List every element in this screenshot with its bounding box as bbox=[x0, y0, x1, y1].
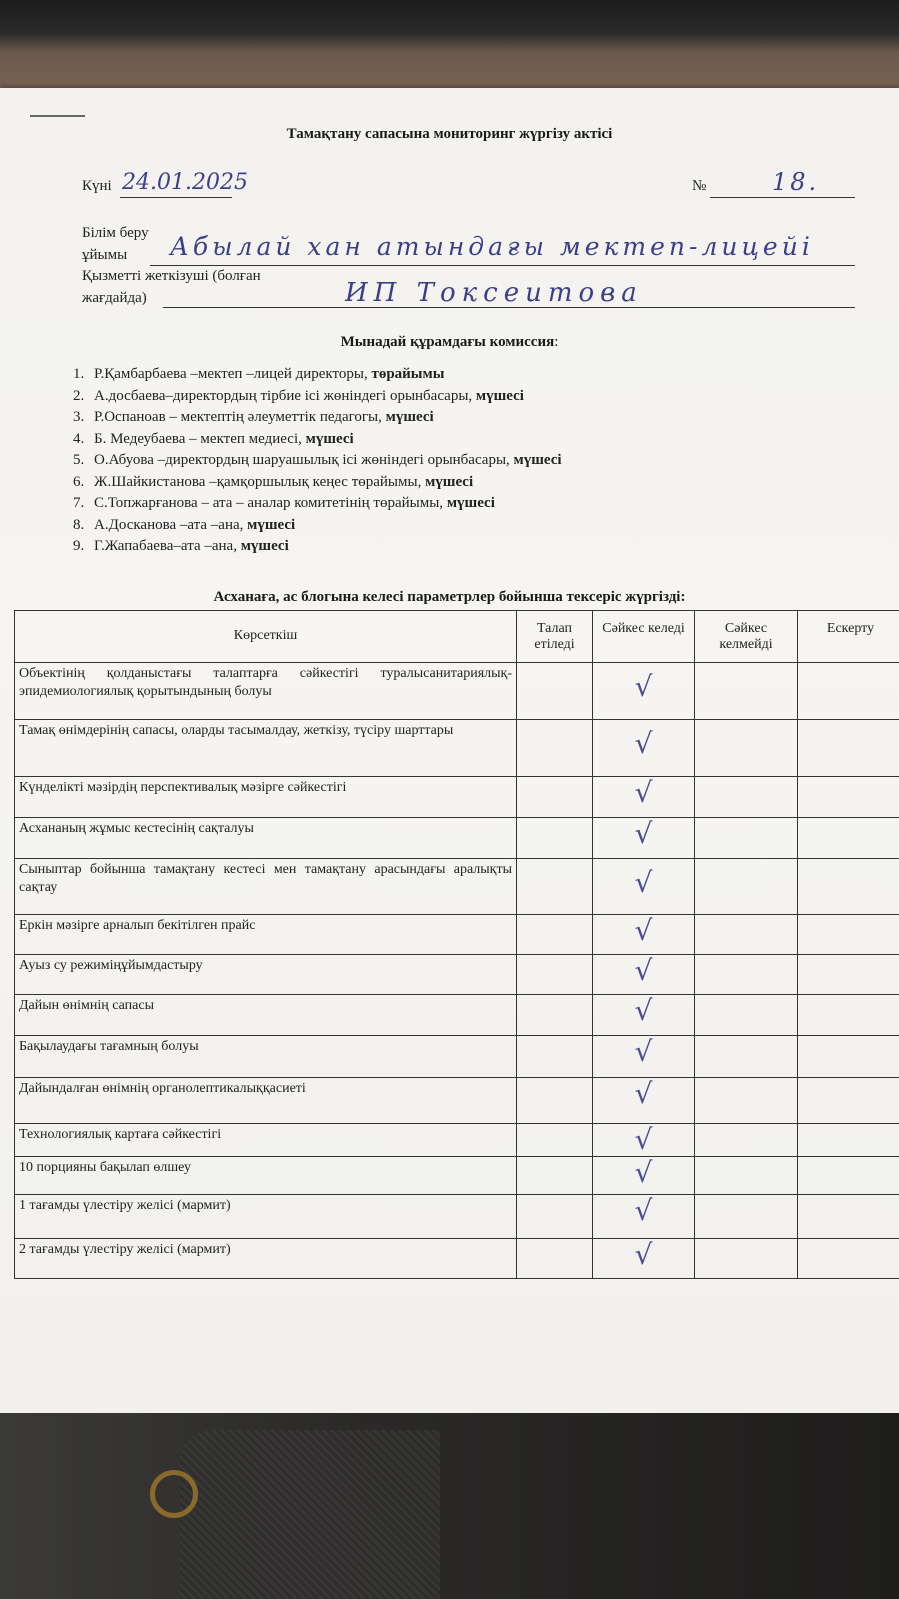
check-mark-icon: √ bbox=[634, 817, 653, 850]
member-role: мүшесі bbox=[247, 516, 296, 533]
check-mark-icon: √ bbox=[634, 1077, 653, 1110]
date-label: Күні bbox=[82, 178, 112, 194]
org-value: Абылай хан атындағы мектеп-лицейі bbox=[170, 232, 814, 261]
table-row bbox=[15, 1239, 899, 1279]
member-item bbox=[88, 386, 562, 408]
inspection-table bbox=[14, 610, 899, 1279]
noncompliant-cell bbox=[695, 995, 798, 1036]
member-role: мүшесі bbox=[305, 430, 354, 447]
commission-title-text: Мынадай құрамдағы комиссия bbox=[340, 334, 555, 350]
member-item bbox=[88, 450, 562, 472]
member-item bbox=[88, 472, 562, 494]
note-cell bbox=[798, 777, 899, 818]
indicator-cell: Дайын өнімнің сапасы bbox=[15, 995, 517, 1036]
check-mark-icon: √ bbox=[634, 954, 653, 987]
indicator-cell: Ауыз су режиміңұйымдастыру bbox=[15, 955, 517, 995]
member-item bbox=[88, 515, 562, 537]
indicator-cell: Бақылаудағы тағамның болуы bbox=[15, 1036, 517, 1078]
desk-background-top bbox=[0, 0, 899, 95]
compliant-cell bbox=[593, 720, 695, 777]
noncompliant-cell bbox=[695, 720, 798, 777]
member-role: төрайымы bbox=[371, 366, 445, 382]
check-mark-icon: √ bbox=[634, 1123, 653, 1156]
supplier-label-line2: жағдайда) bbox=[82, 290, 147, 306]
member-role: мүшесі bbox=[446, 495, 495, 511]
indicator-cell: Тамақ өнімдерінің сапасы, оларды тасымалдау, жеткізу, түсіру шарттары bbox=[15, 720, 517, 777]
header-indicator: Көрсеткіш bbox=[15, 611, 517, 663]
required-cell bbox=[517, 995, 593, 1036]
date-value: 24.01.2025 bbox=[122, 170, 248, 195]
number-line bbox=[710, 197, 855, 198]
check-mark-icon: √ bbox=[634, 1194, 653, 1227]
required-cell bbox=[517, 1036, 593, 1078]
ring-object bbox=[150, 1470, 198, 1518]
compliant-cell bbox=[593, 818, 695, 859]
supplier-value: ИП Токсеитова bbox=[345, 278, 643, 308]
note-cell bbox=[798, 1078, 899, 1124]
note-cell bbox=[798, 915, 899, 955]
document-title: Тамақтану сапасына мониторинг жүргізу актісі bbox=[286, 126, 613, 142]
table-row bbox=[15, 777, 899, 818]
member-role: мүшесі bbox=[475, 387, 524, 404]
check-mark-icon: √ bbox=[634, 727, 653, 760]
table-row bbox=[15, 859, 899, 915]
note-cell bbox=[798, 859, 899, 915]
indicator-cell: Объектінің қолданыстағы талаптарға сәйкестігі туралысанитариялық-эпидемиологиялық қорытындының болуы bbox=[15, 663, 517, 720]
note-cell bbox=[798, 663, 899, 720]
required-cell bbox=[517, 663, 593, 720]
member-text: А.Досканова –ата –ана, bbox=[94, 516, 248, 533]
org-label-line1: Білім беру bbox=[82, 225, 149, 241]
member-text: Б. Медеубаева – мектеп медиесі, bbox=[94, 430, 306, 447]
member-item bbox=[88, 429, 562, 451]
required-cell bbox=[517, 777, 593, 818]
note-cell bbox=[798, 1195, 899, 1239]
table-row bbox=[15, 663, 899, 720]
noncompliant-cell bbox=[695, 859, 798, 915]
date-line bbox=[120, 197, 232, 198]
check-mark-icon: √ bbox=[634, 866, 653, 899]
note-cell bbox=[798, 1239, 899, 1279]
fabric-texture bbox=[180, 1430, 440, 1599]
note-cell bbox=[798, 1157, 899, 1195]
noncompliant-cell bbox=[695, 818, 798, 859]
table-row bbox=[15, 720, 899, 777]
header-note: Ескерту bbox=[798, 611, 899, 663]
member-text: О.Абуова –директордың шаруашылық ісі жөніндегі орынбасары, bbox=[94, 452, 514, 468]
compliant-cell bbox=[593, 1195, 695, 1239]
member-text: Г.Жапабаева–ата –ана, bbox=[94, 538, 241, 554]
noncompliant-cell bbox=[695, 1078, 798, 1124]
compliant-cell bbox=[593, 955, 695, 995]
member-item bbox=[88, 493, 562, 515]
table-title: Асханаға, ас блогына келесі параметрлер бойынша тексеріс жүргізді: bbox=[213, 589, 686, 605]
table-row bbox=[15, 1036, 899, 1078]
indicator-cell: 1 тағамды үлестіру желісі (мармит) bbox=[15, 1195, 517, 1239]
table-row bbox=[15, 1195, 899, 1239]
commission-title bbox=[0, 334, 899, 351]
header-compliant: Сәйкес келеді bbox=[593, 611, 695, 663]
member-item bbox=[88, 536, 562, 558]
table-row bbox=[15, 1157, 899, 1195]
table-row bbox=[15, 818, 899, 859]
compliant-cell bbox=[593, 1124, 695, 1157]
supplier-label-line1: Қызметті жеткізуші (болған bbox=[82, 268, 261, 284]
indicator-cell: Дайындалған өнімнің органолептикалыққасиеті bbox=[15, 1078, 517, 1124]
commission-title-colon: : bbox=[554, 334, 559, 350]
note-cell bbox=[798, 818, 899, 859]
org-line bbox=[150, 265, 855, 266]
table-row bbox=[15, 1078, 899, 1124]
required-cell bbox=[517, 1124, 593, 1157]
required-cell bbox=[517, 1239, 593, 1279]
noncompliant-cell bbox=[695, 915, 798, 955]
required-cell bbox=[517, 818, 593, 859]
noncompliant-cell bbox=[695, 1195, 798, 1239]
compliant-cell bbox=[593, 1239, 695, 1279]
indicator-cell: Технологиялық картаға сәйкестігі bbox=[15, 1124, 517, 1157]
compliant-cell bbox=[593, 859, 695, 915]
table-row bbox=[15, 955, 899, 995]
check-mark-icon: √ bbox=[634, 994, 653, 1027]
compliant-cell bbox=[593, 777, 695, 818]
check-mark-icon: √ bbox=[634, 914, 653, 947]
desk-background-bottom bbox=[0, 1413, 899, 1599]
note-cell bbox=[798, 1124, 899, 1157]
member-text: С.Топжарғанова – ата – аналар комитетінің төрайымы, bbox=[94, 495, 447, 511]
noncompliant-cell bbox=[695, 1124, 798, 1157]
compliant-cell bbox=[593, 1036, 695, 1078]
required-cell bbox=[517, 1078, 593, 1124]
note-cell bbox=[798, 995, 899, 1036]
member-text: А.досбаева–директордың тірбие ісі жөніндегі орынбасары, bbox=[94, 387, 476, 404]
check-mark-icon: √ bbox=[634, 1035, 653, 1068]
check-mark-icon: √ bbox=[634, 776, 653, 809]
check-mark-icon: √ bbox=[634, 670, 653, 703]
compliant-cell bbox=[593, 663, 695, 720]
number-label: № bbox=[692, 178, 707, 194]
required-cell bbox=[517, 859, 593, 915]
compliant-cell bbox=[593, 915, 695, 955]
compliant-cell bbox=[593, 1078, 695, 1124]
check-mark-icon: √ bbox=[634, 1238, 653, 1271]
member-item bbox=[88, 407, 562, 429]
indicator-cell: Күнделікті мәзірдің перспективалық мәзірге сәйкестігі bbox=[15, 777, 517, 818]
note-cell bbox=[798, 720, 899, 777]
member-text: Р.Қамбарбаева –мектеп –лицей директоры, bbox=[94, 366, 372, 382]
check-mark-icon: √ bbox=[634, 1156, 653, 1189]
number-value: 18. bbox=[772, 168, 820, 196]
member-text: Ж.Шайкистанова –қамқоршылық кеңес төрайымы, bbox=[94, 473, 426, 490]
member-item bbox=[88, 364, 562, 386]
required-cell bbox=[517, 955, 593, 995]
indicator-cell: 2 тағамды үлестіру желісі (мармит) bbox=[15, 1239, 517, 1279]
member-role: мүшесі bbox=[513, 452, 562, 468]
member-role: мүшесі bbox=[425, 473, 474, 490]
compliant-cell bbox=[593, 995, 695, 1036]
member-role: мүшесі bbox=[240, 538, 289, 554]
indicator-cell: Асхананың жұмыс кестесінің сақталуы bbox=[15, 818, 517, 859]
indicator-cell: 10 порцияны бақылап өлшеу bbox=[15, 1157, 517, 1195]
header-required: Талап етіледі bbox=[517, 611, 593, 663]
commission-members-list bbox=[60, 364, 562, 558]
member-text: Р.Оспаноав – мектептің әлеуметтік педагогы, bbox=[94, 409, 386, 425]
header-noncompliant: Сәйкес келмейді bbox=[695, 611, 798, 663]
note-cell bbox=[798, 1036, 899, 1078]
compliant-cell bbox=[593, 1157, 695, 1195]
required-cell bbox=[517, 915, 593, 955]
indicator-cell: Еркін мәзірге арналып бекітілген прайс bbox=[15, 915, 517, 955]
member-role: мүшесі bbox=[385, 409, 434, 425]
indicator-cell: Сыныптар бойынша тамақтану кестесі мен тамақтану арасындағы аралықты сақтау bbox=[15, 859, 517, 915]
org-label-line2: ұйымы bbox=[82, 247, 128, 263]
table-row bbox=[15, 915, 899, 955]
noncompliant-cell bbox=[695, 663, 798, 720]
table-row bbox=[15, 995, 899, 1036]
required-cell bbox=[517, 1157, 593, 1195]
required-cell bbox=[517, 720, 593, 777]
table-header-row bbox=[15, 611, 899, 663]
table-row bbox=[15, 1124, 899, 1157]
noncompliant-cell bbox=[695, 1239, 798, 1279]
corner-dash bbox=[30, 115, 85, 117]
noncompliant-cell bbox=[695, 777, 798, 818]
noncompliant-cell bbox=[695, 955, 798, 995]
noncompliant-cell bbox=[695, 1036, 798, 1078]
required-cell bbox=[517, 1195, 593, 1239]
noncompliant-cell bbox=[695, 1157, 798, 1195]
note-cell bbox=[798, 955, 899, 995]
